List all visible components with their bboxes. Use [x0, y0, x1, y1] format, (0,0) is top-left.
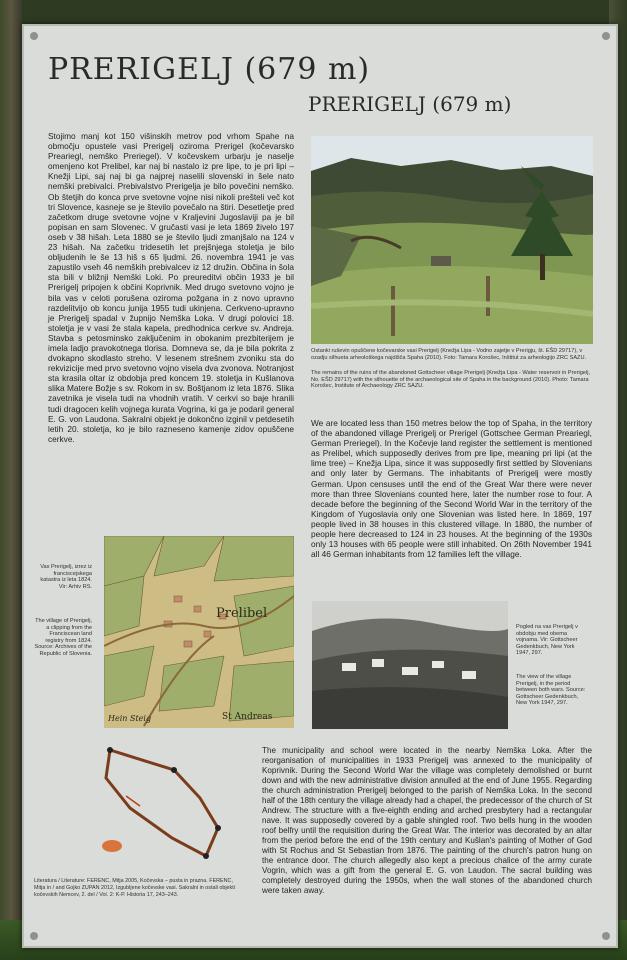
historical-photo-graphic [312, 601, 508, 729]
sign-title: PRERIGELJ (679 m) [48, 52, 371, 87]
wooden-post-left [0, 0, 22, 960]
sign-subtitle: PRERIGELJ (679 m) [308, 92, 512, 116]
photo1-caption-en: The remains of the ruins of the abandoned Gottscheer village Prerigelj (Knežja Lipa - Water reservoir in Prerigelj, No. EŠD 29717) with the silhouette of the archaeological site of Spaha in the background (2010). Photo: Tamara Korošec, Institute of Archaeology ZRC SAZU. [311, 370, 590, 390]
historical-village-photo [312, 601, 508, 729]
map-label-road: Hein Steig [108, 714, 152, 723]
landscape-photo-graphic [311, 136, 593, 344]
landscape-photo [311, 136, 593, 344]
bolt [30, 32, 38, 40]
english-text-1: We are located less than 150 metres below the top of Spaha, in the territory of the abandoned village Prerigelj or Prerigel (Gottschee German Preariegl, German Preriegel). In the Kočevje land register the settlement is mentioned as Prelibel, which supposedly derives from pre lipe, meaning pri lipi (at the lime tree) – Knežja Lipa, since it was supposedly first settled by Slovenians and only later by Germans. The inhabitants of Prerigelj were mostly German. Upon censuses until the end of the Great War there were never more than three Slovenians counted here, later the number rose to four. A decade before the beginning of the Second World War in the territory of the Kingdom of Yugoslavia only one Slovenian was listed here. In 1869, 197 people lived in 38 houses in this clustered village. In 1880, the number of people here decreased to 124 in 23 houses. At the beginning of the 1930s only 13 houses with 65 people were still inhabited. On 26th November 1941 all 46 German inhabitants from 12 families left the village. [311, 418, 592, 560]
information-sign [22, 24, 618, 948]
photo2-caption-sl: Pogled na vas Prerigelj v obdobju med obema vojnama. Vir: Gottscheer Gedenkbuch, New York 1947, 297. [516, 624, 578, 657]
photo2-caption-en: The view of the village Prerigelj, in the period between both wars. Source: Gottscheer Gedenkbuch, New York 1947, 297. [516, 674, 586, 707]
map-label-church: St Andreas [222, 712, 273, 722]
photo1-caption-sl: Ostanki ruševin opuščene kočevarske vasi Prerigelj (Knežja Lipa - Vodno zajetje v Prerigju, št. EŠD 29717), v ozadju silhueta arheološkega najdišča Spaha (2010). Foto: Tamara Korošec, Inštitut za arheologijo ZRC SAZU. [311, 348, 587, 361]
english-text-2: The municipality and school were located in the nearby Nemška Loka. After the reorganisation of municipalities in 1933 Prerigelj was annexed to the municipality of Koprivnik. During the Second World War the village was completely demolished or burnt down and with the new administrative division annulled at the end of June 1955. Regarding the church administration Prerigelj belonged to the parish of Nemška Loka. In the second half of the 18th century the village already had a chapel, the predecessor of the church of St Andrew. The structure with a five-eighth ending and arched presbytery had a rectangular nave. It was supposedly covered by a gable shingled roof. Two bells hung in the wooden roof belfry until the requisition during the Great War. The interior was decorated by an altar from the period before the end of the 19th century and Kušlan's painting of Mother of God with St Rochus and St Sebastian from 1876. The painting of the church's patron hung on the entrance door. The church allegedly also kept a precious chalice of the army curate Vogrin, which was a gift from the general E. G. von Laudon. The sacral building was completely destroyed during the 1950s, when the wall stones of the abandoned church were taken away. [262, 746, 592, 895]
route-map-graphic [94, 738, 242, 878]
map-caption-sl: Vas Prerigelj, izrez iz franciscejskega katastra iz leta 1824. Vir: Arhiv RS. [40, 564, 92, 590]
slovene-text: Stojimo manj kot 150 višinskih metrov pod vrhom Spahe na območju opustele vasi Prerigelj oziroma Prerigel (kočevarsko Preariegl, nemško Preriegel). V kočevskem urbarju je naselje omenjeno kot Prelibel, kar naj bi nastalo iz pre lipe, to je pri lipi – Knežji Lipi, saj naj bi ga najprej naselili slovenski in šele nato nemški prebivalci. Prebivalstvo Prerigelja je bilo povečini nemško. Ob štetjih do konca prve svetovne vojne nisi nikoli prešteli več kot tri Slovence, kasneje se je število povečalo na štiri. Desetletje pred začetkom druge svetovne vojne v Kraljevini Jugoslaviji pa je bil popisan en sam Slovenec. V gručasti vasi je leta 1869 živelo 197 oseb v 38 hišah. Leta 1880 se je število ljudi zmanjšalo na 124 v 23 hišah. Na začetku tridesetih let prejšnjega stoletja je bilo obljudenih le še 13 hiš s 65 ljudmi. 26. novembra 1941 je vas zapustilo vseh 46 nemških prebivalcev iz 12 družin. Občina in šola sta bili v bližnji Nemški Loki. Po preureditvi občin 1933 je bil Prerigelj pripojen k občini Koprivnik. Med drugo svetovno vojno je bila vas v celoti porušena oziroma požgana in z novo upravno razdelitvijo ob koncu junija 1955 tudi ukinjena. Cerkveno-upravno je Prerigelj spadal v župnijo Nemška Loka. V drugi polovici 18. stoletja je v vasi že stala kapela, predhodnica cerkve sv. Andreja. Stavba s petosminsko zaključenim in obokanim prezbiterijem je imela ladjo pravokotnega tlorisa. Domneva se, da je bila pokrita z dvokapno skodlasto streho. V lesenem strešnem zvoniku sta do rekvizicije med prvo svetovno vojno visela dva zvonova. Notranjost sta krasila oltar iz obdobja pred koncem 19. stoletja in Kušlanova slika Matere Božje s sv. Rokom in sv. Boštjanom iz leta 1876. Slika zavetnika je visela tudi na vhodnih vratih. V cerkvi so baje hranili tudi dragocen kelih vojnega kurata Vogrina, ki ga je podaril general E. G. von Laudona. Sakralni objekt je dokončno izginil v petdesetih letih 20. stoletja, ko je bilo razneseno kamenje zidov opuščene cerkve. [48, 131, 294, 444]
literature: Literatura / Literature: FERENC, Mitja 2005, Kočevska – pusta in prazna. FERENC, Mitja in / and Gojko ZUPAN 2012, Izgubljene kočevske vasi. Sakralni in ostali objekti kočevskih Nemcev, 2. del / Vol. 2: K-P. Historia 17, 243–243. [34, 878, 235, 898]
cadastral-map [104, 536, 294, 728]
map-caption-en: The village of Prerigelj, a clipping from the Franciscean land registry from 1824. Source: Archives of the Republic of Slovenia. [34, 618, 92, 657]
route-locator-map [94, 738, 242, 878]
bolt [30, 932, 38, 940]
cadastral-map-graphic [104, 536, 294, 728]
bolt [602, 932, 610, 940]
map-label-village: Prelibel [216, 606, 268, 621]
location-marker-icon [102, 840, 122, 852]
bolt [602, 32, 610, 40]
